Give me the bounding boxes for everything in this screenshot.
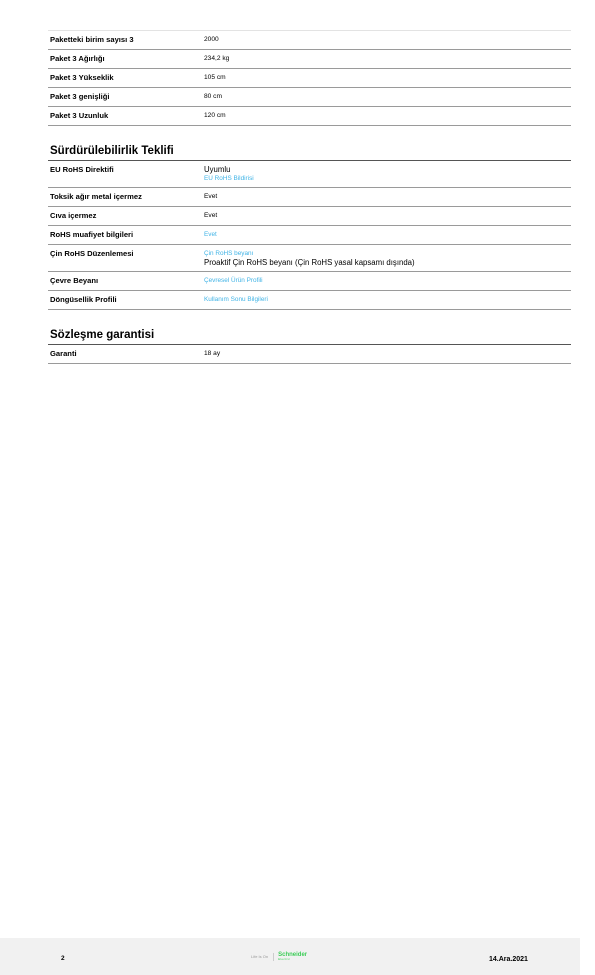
- logo-tagline: Life Is On: [251, 953, 274, 961]
- eu-rohs-declaration-link[interactable]: EU RoHS Bildirisi: [204, 175, 254, 182]
- spec-value: 105 cm: [204, 74, 226, 81]
- spec-row-warranty: [48, 345, 571, 364]
- brand-name: Schneider: [278, 952, 308, 958]
- spec-value: 18 ay: [204, 350, 221, 357]
- spec-row: [48, 107, 571, 126]
- spec-row: [48, 50, 571, 69]
- spec-value: Proaktif Çin RoHS beyanı (Çin RoHS yasal kapsamı dışında): [204, 258, 415, 267]
- spec-value-group: [204, 230, 571, 240]
- section-title-sustainability: Sürdürülebilirlik Teklifi: [48, 144, 571, 161]
- spec-row-toxic: [48, 188, 571, 207]
- schneider-logo: [251, 952, 307, 961]
- spec-value-group: [204, 276, 571, 286]
- brand-subtitle: Electric: [278, 957, 291, 961]
- spec-value-group: [204, 295, 571, 305]
- spec-key: Cıva içermez: [50, 211, 97, 220]
- spec-row-environmental: [48, 272, 571, 291]
- spec-row-circularity: [48, 291, 571, 310]
- spec-key: Paket 3 genişliği: [50, 92, 110, 101]
- china-rohs-declaration-link[interactable]: Çin RoHS beyanı: [204, 250, 254, 257]
- spec-key: Paket 3 Uzunluk: [50, 111, 109, 120]
- spec-key: Döngüsellik Profili: [50, 295, 117, 304]
- spec-value: 2000: [204, 36, 219, 43]
- brand-wordmark: [274, 952, 307, 961]
- spec-row: [48, 69, 571, 88]
- spec-row-rohs-exemption: [48, 226, 571, 245]
- spec-key: Paket 3 Ağırlığı: [50, 54, 105, 63]
- rohs-exemption-link[interactable]: Evet: [204, 231, 217, 238]
- spec-value: 120 cm: [204, 112, 226, 119]
- spec-content: [48, 30, 571, 364]
- document-date: 14.Ara.2021: [489, 956, 528, 963]
- page-number: 2: [61, 955, 65, 962]
- spec-key: RoHS muafiyet bilgileri: [50, 230, 134, 239]
- spec-row-mercury: [48, 207, 571, 226]
- spec-row-china-rohs: [48, 245, 571, 272]
- spec-key: Çin RoHS Düzenlemesi: [50, 249, 134, 258]
- spec-key: Paket 3 Yükseklik: [50, 73, 114, 82]
- spec-key: EU RoHS Direktifi: [50, 165, 114, 174]
- spec-value: Uyumlu: [204, 165, 231, 174]
- spec-value: 80 cm: [204, 93, 222, 100]
- spec-value: Evet: [204, 212, 218, 219]
- environmental-profile-link[interactable]: Çevresel Ürün Profili: [204, 277, 263, 284]
- spec-row: [48, 88, 571, 107]
- spec-value-group: [204, 165, 571, 183]
- spec-row: [48, 31, 571, 50]
- spec-value: 234,2 kg: [204, 55, 230, 62]
- spec-key: Paketteki birim sayısı 3: [50, 35, 134, 44]
- spec-row-eu-rohs: [48, 161, 571, 188]
- end-of-life-link[interactable]: Kullanım Sonu Bilgileri: [204, 296, 268, 303]
- spec-key: Garanti: [50, 349, 77, 358]
- spec-key: Toksik ağır metal içermez: [50, 192, 142, 201]
- section-title-warranty: Sözleşme garantisi: [48, 328, 571, 345]
- spec-value: Evet: [204, 193, 218, 200]
- spec-value-group: [204, 249, 571, 267]
- page-footer: [0, 938, 580, 975]
- spec-key: Çevre Beyanı: [50, 276, 99, 285]
